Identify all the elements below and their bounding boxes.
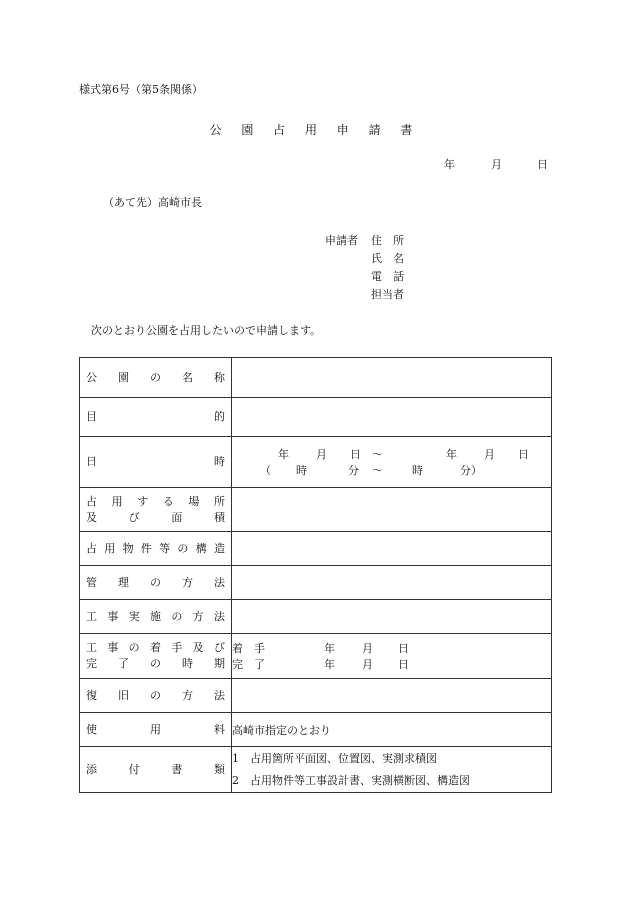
applicant-heading: 申請者 xyxy=(325,234,358,247)
purpose-label: 目 的 xyxy=(80,398,232,437)
table-row xyxy=(80,398,552,437)
date-year: 年 xyxy=(444,158,455,171)
restoration-field[interactable] xyxy=(232,679,552,713)
table-row xyxy=(80,600,552,634)
management-label: 管 理 の 方 法 xyxy=(80,566,232,600)
construction-time-field[interactable]: 着 手 年 月 日 完 了 年 月 日 xyxy=(232,634,552,679)
restoration-label: 復 旧 の 方 法 xyxy=(80,679,232,713)
applicant-name-label: 氏 名 xyxy=(371,252,404,265)
addressee: （あて先）高崎市長 xyxy=(103,196,202,209)
applicant-phone-label: 電 話 xyxy=(371,270,404,283)
fee-value: 高崎市指定のとおり xyxy=(232,713,552,747)
structure-label: 占 用 物 件 等 の 構 造 xyxy=(80,532,232,566)
table-row xyxy=(80,566,552,600)
period-field[interactable]: 年 月 日 〜 年 月 日 （ 時 分 〜 時 分） xyxy=(232,437,552,488)
table-row xyxy=(80,747,552,793)
table-row xyxy=(80,679,552,713)
table-row xyxy=(80,634,552,679)
attachments-field xyxy=(232,747,552,793)
table-row xyxy=(80,488,552,532)
form-number: 様式第6号（第5条関係） xyxy=(79,83,203,96)
table-row xyxy=(80,437,552,488)
structure-field[interactable] xyxy=(232,532,552,566)
period-label: 日 時 xyxy=(80,437,232,488)
attachments-label: 添 付 書 類 xyxy=(80,747,232,793)
table-row xyxy=(80,532,552,566)
table-row xyxy=(80,713,552,747)
intro-text: 次のとおり公園を占用したいので申請します。 xyxy=(91,324,322,337)
application-table xyxy=(79,357,552,793)
date-day: 日 xyxy=(537,158,548,171)
date-month: 月 xyxy=(491,158,502,171)
management-field[interactable] xyxy=(232,566,552,600)
construction-method-label: 工 事 実 施 の 方 法 xyxy=(80,600,232,634)
construction-time-label: 工 事 の 着 手 及 び 完 了 の 時 期 xyxy=(80,634,232,679)
applicant-address-label: 住 所 xyxy=(371,234,404,247)
table-row xyxy=(80,358,552,398)
park-name-label: 公 園 の 名 称 xyxy=(80,358,232,398)
park-name-field[interactable] xyxy=(232,358,552,398)
location-field[interactable] xyxy=(232,488,552,532)
page-title: 公 園 占 用 申 請 書 xyxy=(209,123,421,137)
attachment-item-2: 2 占用物件等工事設計書、実測横断図、構造図 xyxy=(232,773,470,787)
purpose-field[interactable] xyxy=(232,398,552,437)
attachment-item-1: 1 占用箇所平面図、位置図、実測求積図 xyxy=(232,751,437,765)
construction-method-field[interactable] xyxy=(232,600,552,634)
applicant-contact-label: 担当者 xyxy=(371,288,404,301)
location-label: 占 用 す る 場 所 及 び 面 積 xyxy=(80,488,232,532)
fee-label: 使 用 料 xyxy=(80,713,232,747)
